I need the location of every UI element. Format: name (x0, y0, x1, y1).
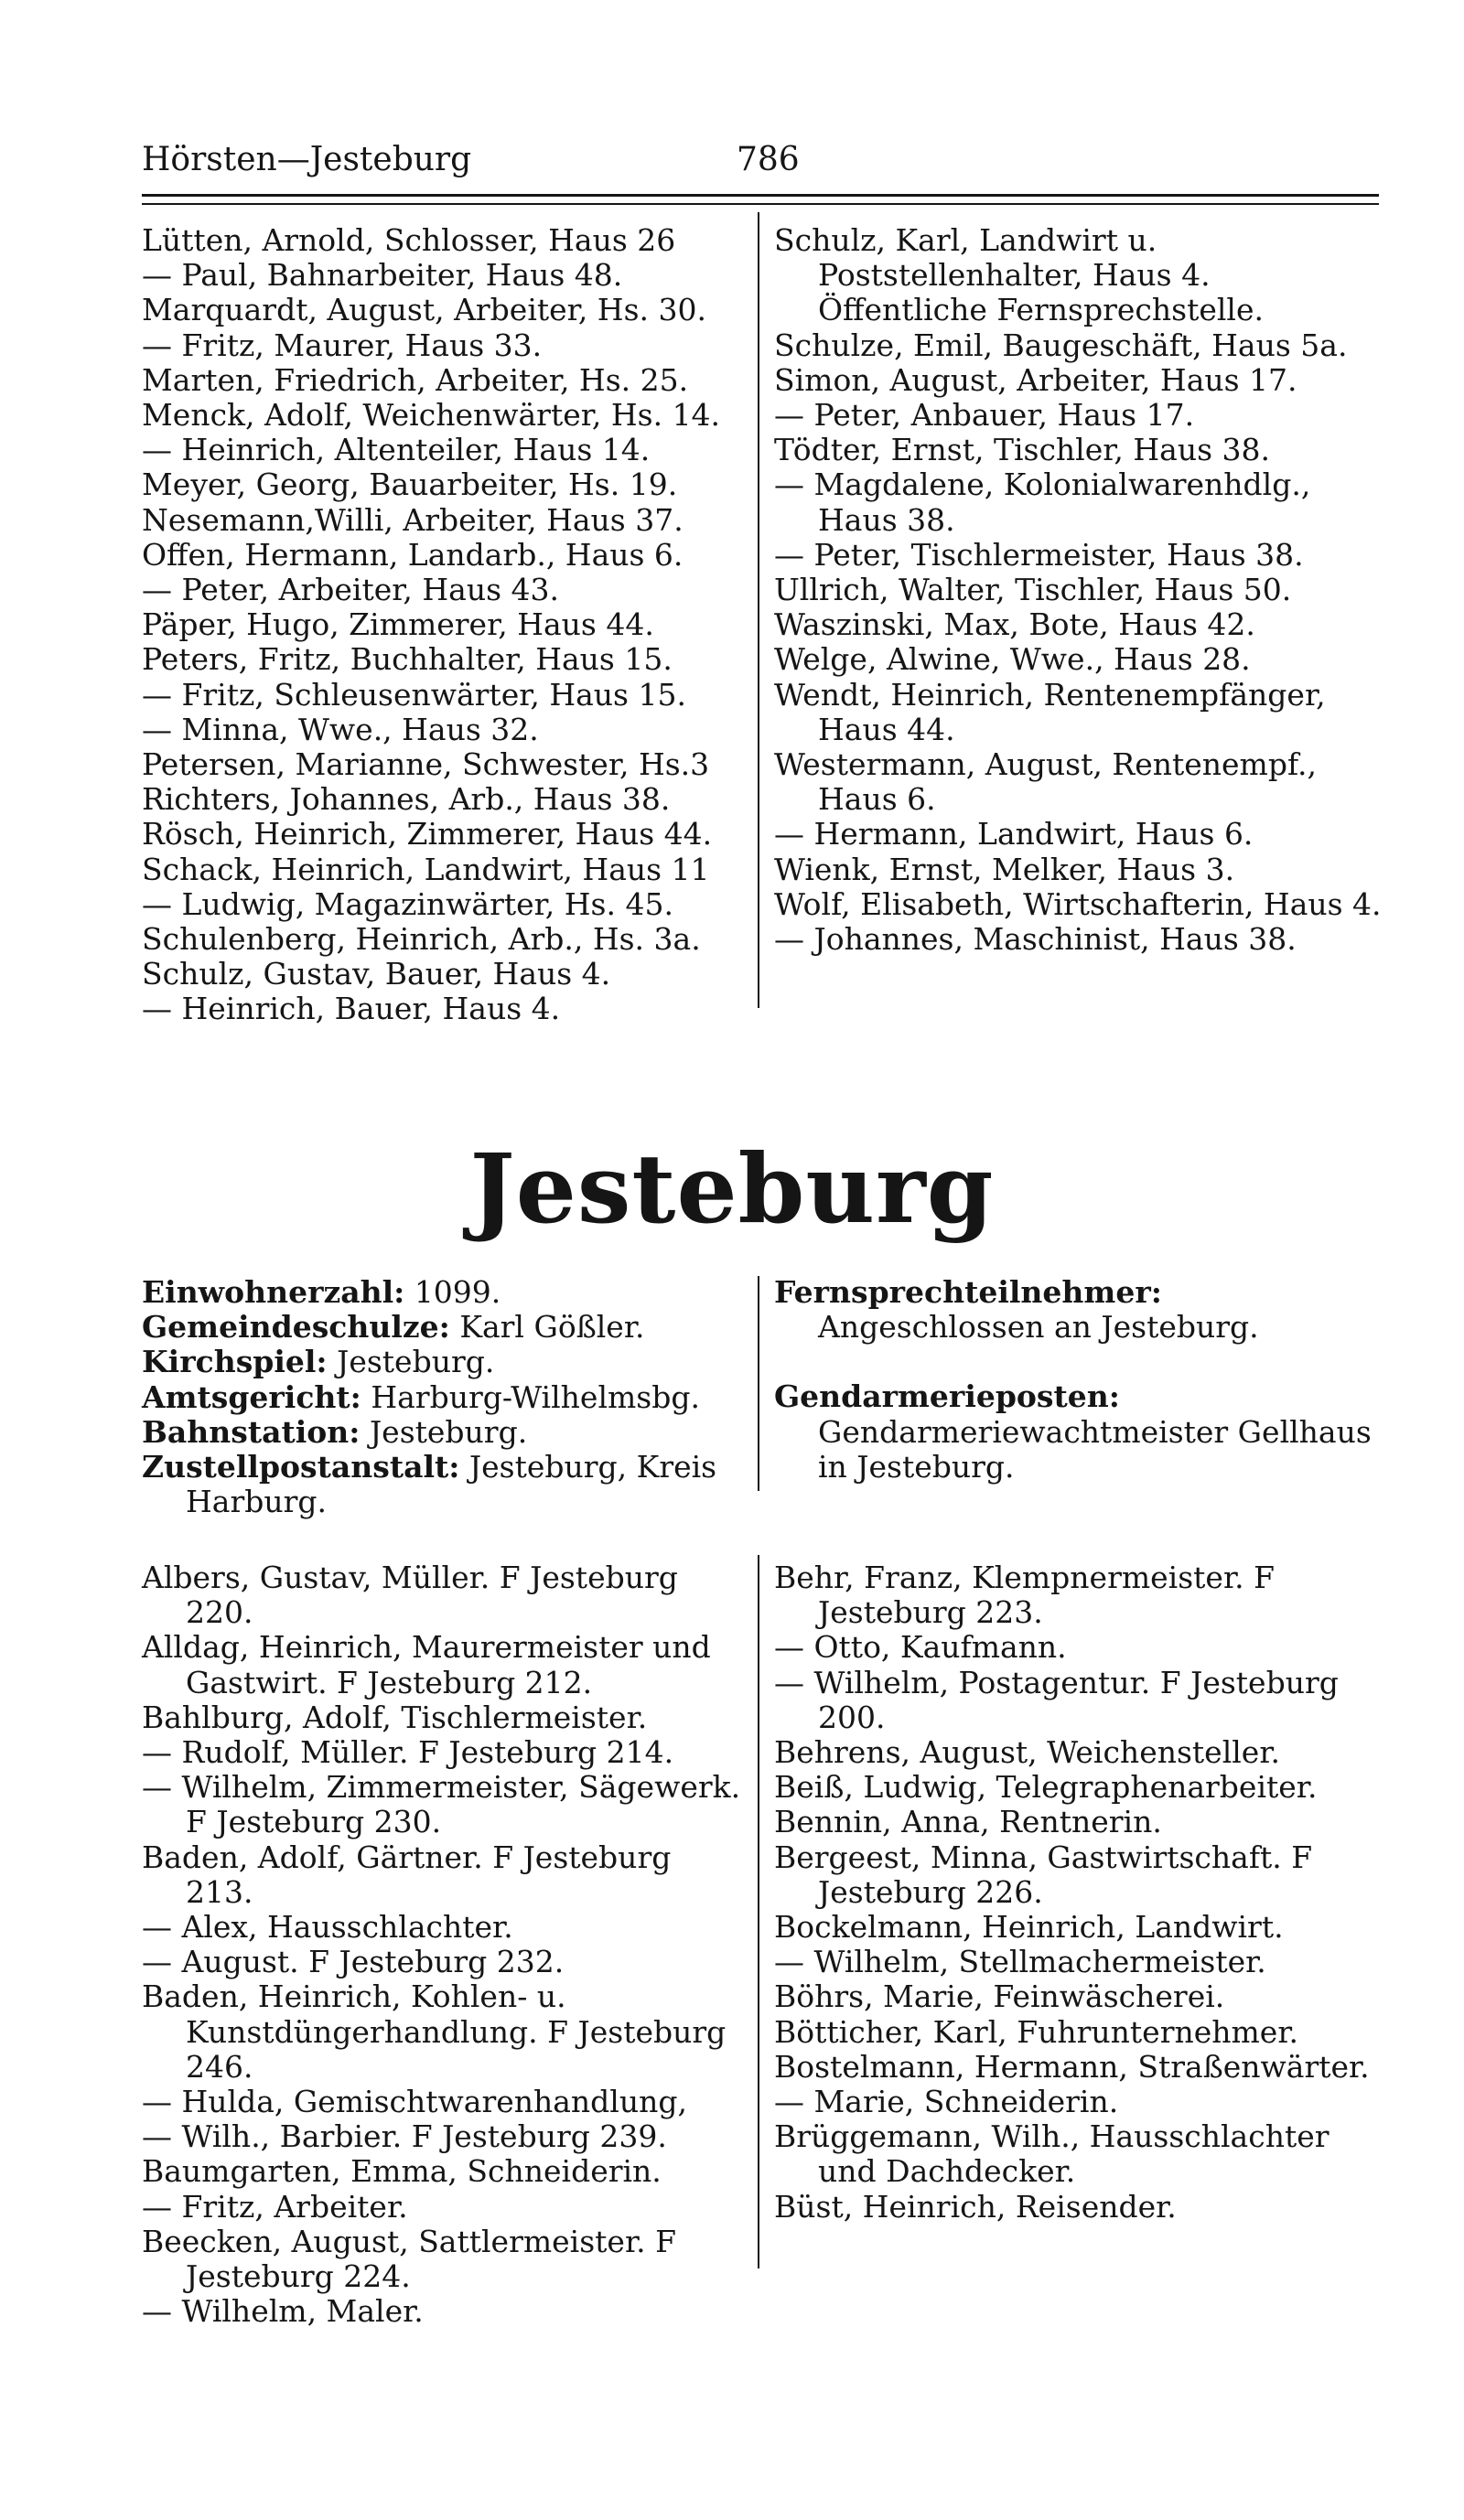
directory-entry: Wienk, Ernst, Melker, Haus 3. (774, 851, 1235, 887)
directory-entry: — Otto, Kaufmann. (774, 1629, 1067, 1666)
directory-entry: — Fritz, Maurer, Haus 33. (142, 327, 543, 363)
directory-column-bottom-right (774, 1560, 1383, 2225)
directory-entry: Offen, Hermann, Landarb., Haus 6. (142, 536, 684, 573)
directory-entry: — Ludwig, Magazinwärter, Hs. 45. (142, 885, 673, 922)
directory-entry: Wendt, Heinrich, Rentenempfänger, Haus 44. (774, 676, 1326, 747)
directory-entry: Lütten, Arnold, Schlosser, Haus 26 (142, 222, 676, 258)
info-label: Fernsprechteilnehmer: (774, 1274, 1162, 1310)
info-value: Harburg-Wilhelmsbg. (371, 1378, 700, 1415)
info-entry (774, 1275, 1383, 1345)
municipality-info-left (142, 1275, 741, 1519)
directory-entry: — Minna, Wwe., Haus 32. (142, 711, 539, 747)
info-label: Kirchspiel: (142, 1344, 328, 1380)
directory-entry: Bergeest, Minna, Gastwirtschaft. F Jesteburg 226. (774, 1839, 1313, 1910)
directory-entry: Nesemann,Willi, Arbeiter, Haus 37. (142, 501, 684, 538)
info-value: Karl Gößler. (459, 1309, 645, 1346)
directory-entry: Baden, Heinrich, Kohlen- u. Kunstdüngerhandlung. F Jesteburg 246. (142, 1978, 727, 2085)
directory-entry: Rösch, Heinrich, Zimmerer, Haus 44. (142, 816, 713, 853)
directory-entry: Tödter, Ernst, Tischler, Haus 38. (774, 432, 1271, 468)
directory-entry: Bötticher, Karl, Fuhrunternehmer. (774, 2013, 1298, 2050)
directory-entry: — Johannes, Maschinist, Haus 38. (774, 921, 1297, 958)
info-entry (142, 1450, 741, 1519)
info-label: Zustellpostanstalt: (142, 1449, 460, 1485)
directory-entry: — Paul, Bahnarbeiter, Haus 48. (142, 257, 623, 294)
page-number: 786 (737, 141, 800, 178)
info-label: Gendarmerieposten: (774, 1378, 1120, 1415)
directory-entry: Schulz, Gustav, Bauer, Haus 4. (142, 956, 611, 992)
info-entry (142, 1380, 741, 1415)
directory-entry: Richters, Johannes, Arb., Haus 38. (142, 781, 671, 818)
info-spacer (774, 1345, 1383, 1379)
column-divider-info (758, 1276, 759, 1491)
directory-entry: Ullrich, Walter, Tischler, Haus 50. (774, 572, 1292, 608)
directory-entry: Bennin, Anna, Rentnerin. (774, 1804, 1162, 1840)
info-value: 1099. (414, 1274, 501, 1310)
directory-entry: Baumgarten, Emma, Schneiderin. (142, 2153, 662, 2190)
directory-entry: — Fritz, Arbeiter. (142, 2188, 408, 2225)
directory-entry: Bostelmann, Hermann, Straßenwärter. (774, 2048, 1370, 2085)
directory-entry: Behrens, August, Weichensteller. (774, 1734, 1280, 1771)
directory-entry: — Heinrich, Bauer, Haus 4. (142, 991, 561, 1027)
info-label: Bahnstation: (142, 1413, 361, 1450)
directory-entry: Schack, Heinrich, Landwirt, Haus 11 (142, 851, 710, 887)
directory-entry: Behr, Franz, Klempnermeister. F Jesteburg 223. (774, 1560, 1275, 1631)
directory-entry: Simon, August, Arbeiter, Haus 17. (774, 361, 1297, 398)
directory-entry: — Peter, Anbauer, Haus 17. (774, 397, 1195, 434)
directory-entry: — Wilhelm, Zimmermeister, Sägewerk. F Jesteburg 230. (142, 1769, 741, 1840)
directory-entry: Büst, Heinrich, Reisender. (774, 2188, 1177, 2225)
municipality-info-right (774, 1275, 1383, 1485)
directory-entry: — Hulda, Gemischtwarenhandlung, (142, 2084, 687, 2120)
info-value: Jesteburg. (337, 1344, 495, 1380)
column-divider-top (758, 212, 759, 1008)
directory-entry: Menck, Adolf, Weichenwärter, Hs. 14. (142, 397, 721, 434)
directory-entry: Beecken, August, Sattlermeister. F Jesteburg 224. (142, 2223, 676, 2295)
info-value: Gendarmeriewachtmeister Gellhaus in Jesteburg. (818, 1413, 1372, 1485)
info-entry (142, 1310, 741, 1345)
running-title: Hörsten—Jesteburg (142, 141, 472, 178)
directory-entry: — Wilhelm, Maler. (142, 2293, 424, 2330)
directory-column-bottom-left (142, 1560, 741, 2329)
directory-column-top-right (774, 223, 1383, 957)
directory-entry: Waszinski, Max, Bote, Haus 42. (774, 606, 1255, 643)
directory-entry: Peters, Fritz, Buchhalter, Haus 15. (142, 641, 673, 678)
directory-entry: Beiß, Ludwig, Telegraphenarbeiter. (774, 1769, 1318, 1806)
directory-entry: — Hermann, Landwirt, Haus 6. (774, 816, 1254, 853)
directory-column-top-left (142, 223, 741, 1027)
directory-entry: Westermann, August, Rentenempf., Haus 6. (774, 746, 1317, 818)
directory-entry: Marten, Friedrich, Arbeiter, Hs. 25. (142, 361, 689, 398)
info-entry (774, 1379, 1383, 1485)
directory-entry: Schulze, Emil, Baugeschäft, Haus 5a. (774, 327, 1348, 363)
info-entry (142, 1415, 741, 1450)
directory-entry: — Rudolf, Müller. F Jesteburg 214. (142, 1734, 674, 1771)
info-value: Angeschlossen an Jesteburg. (818, 1309, 1259, 1346)
header-rule-thick (142, 194, 1379, 197)
directory-entry: — Fritz, Schleusenwärter, Haus 15. (142, 676, 686, 713)
directory-entry: Meyer, Georg, Bauarbeiter, Hs. 19. (142, 466, 678, 503)
info-value: Jesteburg. (369, 1413, 528, 1450)
directory-entry: Petersen, Marianne, Schwester, Hs.3 (142, 746, 710, 783)
directory-entry: — Alex, Hausschlachter. (142, 1909, 513, 1946)
info-value: Jesteburg, Kreis Harburg. (186, 1449, 717, 1520)
directory-entry: — Peter, Tischlermeister, Haus 38. (774, 536, 1304, 573)
directory-entry: Baden, Adolf, Gärtner. F Jesteburg 213. (142, 1839, 672, 1910)
directory-entry: Alldag, Heinrich, Maurermeister und Gastwirt. F Jesteburg 212. (142, 1629, 711, 1700)
header-rule-thin (142, 203, 1379, 205)
directory-entry: Schulz, Karl, Landwirt u. Poststellenhalter, Haus 4. Öffentliche Fernsprechstelle. (774, 222, 1265, 328)
directory-entry: Wolf, Elisabeth, Wirtschafterin, Haus 4. (774, 885, 1382, 922)
directory-entry: Böhrs, Marie, Feinwäscherei. (774, 1978, 1225, 2015)
directory-entry: Bahlburg, Adolf, Tischlermeister. (142, 1699, 648, 1735)
directory-entry: — Wilh., Barbier. F Jesteburg 239. (142, 2118, 667, 2155)
info-label: Gemeindeschulze: (142, 1309, 450, 1346)
info-entry (142, 1345, 741, 1379)
directory-entry: Welge, Alwine, Wwe., Haus 28. (774, 641, 1251, 678)
directory-entry: — Peter, Arbeiter, Haus 43. (142, 572, 560, 608)
directory-entry: — Wilhelm, Stellmachermeister. (774, 1944, 1266, 1980)
directory-entry: Päper, Hugo, Zimmerer, Haus 44. (142, 606, 654, 643)
info-label: Amtsgericht: (142, 1378, 361, 1415)
directory-entry: — Wilhelm, Postagentur. F Jesteburg 200. (774, 1664, 1339, 1735)
directory-entry: Bockelmann, Heinrich, Landwirt. (774, 1909, 1284, 1946)
directory-entry: Brüggemann, Wilh., Hausschlachter und Dachdecker. (774, 2118, 1329, 2190)
directory-entry: — August. F Jesteburg 232. (142, 1944, 565, 1980)
directory-entry: Schulenberg, Heinrich, Arb., Hs. 3a. (142, 921, 701, 958)
directory-entry: — Marie, Schneiderin. (774, 2084, 1119, 2120)
info-label: Einwohnerzahl: (142, 1274, 405, 1310)
section-title: Jesteburg (469, 1132, 995, 1245)
column-divider-bottom (758, 1555, 759, 2268)
directory-entry: — Heinrich, Altenteiler, Haus 14. (142, 432, 651, 468)
info-entry (142, 1275, 741, 1310)
directory-entry: Marquardt, August, Arbeiter, Hs. 30. (142, 292, 706, 328)
directory-entry: Albers, Gustav, Müller. F Jesteburg 220. (142, 1560, 678, 1631)
directory-entry: — Magdalene, Kolonialwarenhdlg., Haus 38. (774, 466, 1311, 538)
